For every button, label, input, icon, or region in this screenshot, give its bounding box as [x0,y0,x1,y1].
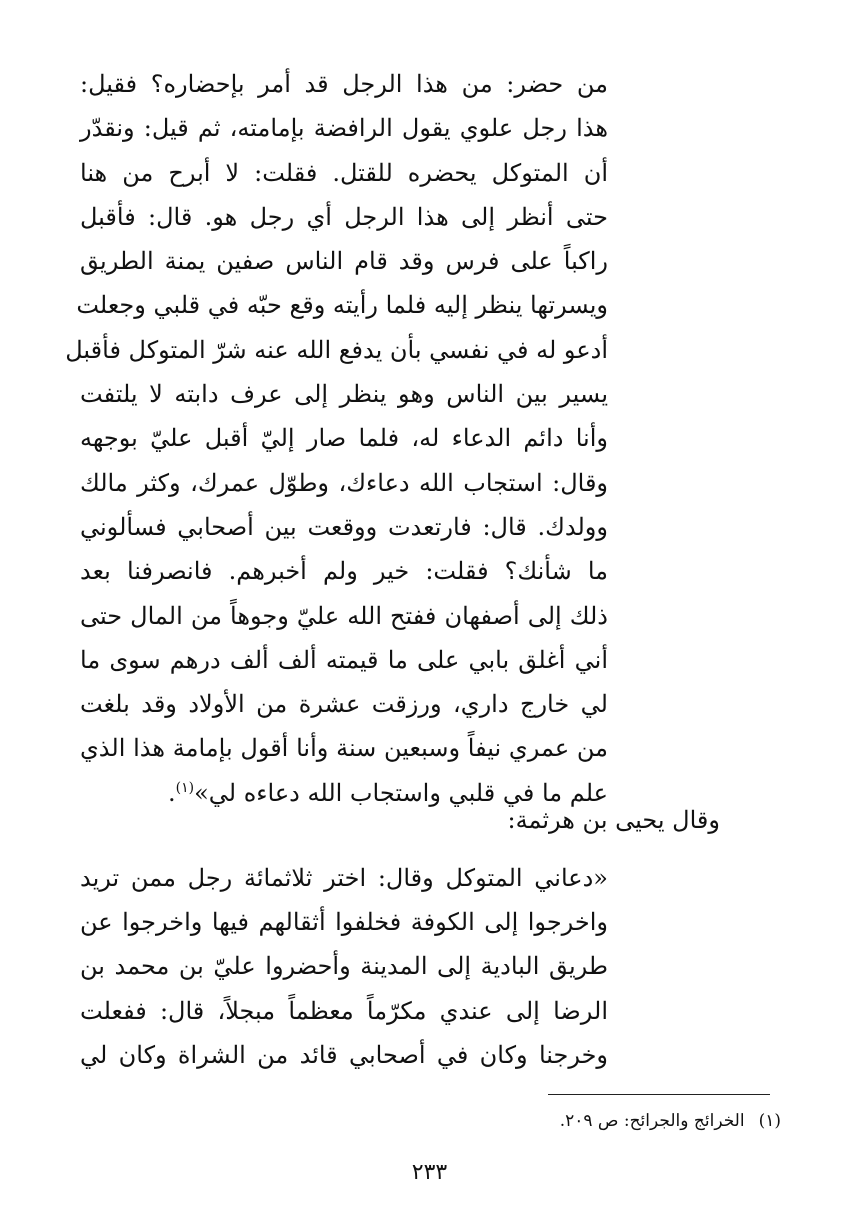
last-line-text: علم ما في قلبي واستجاب الله دعاءه لي» [194,778,608,807]
text-line: أدعو له في نفسي بأن يدفع الله عنه شرّ المتوكل فأقبل [65,335,608,364]
footnote-number: (١) [758,1111,781,1131]
text-line: من حضر: من هذا الرجل قد أمر بإحضاره؟ فقيل: [80,70,608,98]
text-line: ويسرتها ينظر إليه فلما رأيته وقع حبّه في قلبي وجعلت [76,291,608,320]
text-line: راكباً على فرس وقد قام الناس صفين يمنة الطريق [80,247,608,276]
text-line: أن المتوكل يحضره للقتل. فقلت: لا أبرح من هنا [80,158,608,187]
text-line: وولدك. قال: فارتعدت ووقعت بين أصحابي فسألوني [80,512,608,541]
text-line: طريق البادية إلى المدينة وأحضروا عليّ بن محمد بن [80,952,608,981]
footnote [560,1107,781,1135]
text-line: من عمري نيفاً وسبعين سنة وأنا أقول بإمامة هذا الذي [80,734,608,763]
text-line: لي خارج داري، ورزقت عشرة من الأولاد وقد بلغت [80,690,608,719]
text-line: وخرجنا وكان في أصحابي قائد من الشراة وكان لي [80,1040,608,1069]
text-line: واخرجوا إلى الكوفة فخلفوا أثقالهم فيها واخرجوا عن [80,908,608,937]
quote-paragraph-second [80,856,608,1077]
footnote-separator [548,1094,770,1095]
text-line: ذلك إلى أصفهان ففتح الله عليّ وجوهاً من المال حتى [80,601,608,630]
text-line: هذا رجل علوي يقول الرافضة بإمامته، ثم قيل: ونقدّر [80,114,608,143]
text-line: يسير بين الناس وهو ينظر إلى عرف دابته لا يلتفت [80,380,608,409]
text-line: حتى أنظر إلى هذا الرجل أي رجل هو. قال: فأقبل [80,202,608,231]
footnote-reference[interactable]: (١) [175,779,195,796]
page-number: ٢٣٣ [411,1160,448,1185]
text-line: ما شأنك؟ فقلت: خير ولم أخبرهم. فانصرفنا بعد [80,557,608,586]
text-line: وقال: استجاب الله دعاءك، وطوّل عمرك، وكثر مالك [80,468,608,497]
text-line: أني أغلق بابي على ما قيمته ألف ألف درهم سوى ما [80,645,608,674]
text-line: الرضا إلى عندي مكرّماً معظماً مبجلاً، قال: ففعلت [80,996,608,1025]
quote-paragraph-first [65,62,608,815]
text-line: وأنا دائم الدعاء له، فلما صار إليّ أقبل عليّ بوجهه [80,424,608,453]
narrator-line: وقال يحيى بن هرثمة: [507,806,720,834]
sentence-end: . [167,778,176,807]
footnote-text: الخرائج والجرائح: ص ٢٠٩. [559,1111,745,1131]
text-line: «دعاني المتوكل وقال: اختر ثلاثمائة رجل ممن تريد [80,864,608,892]
